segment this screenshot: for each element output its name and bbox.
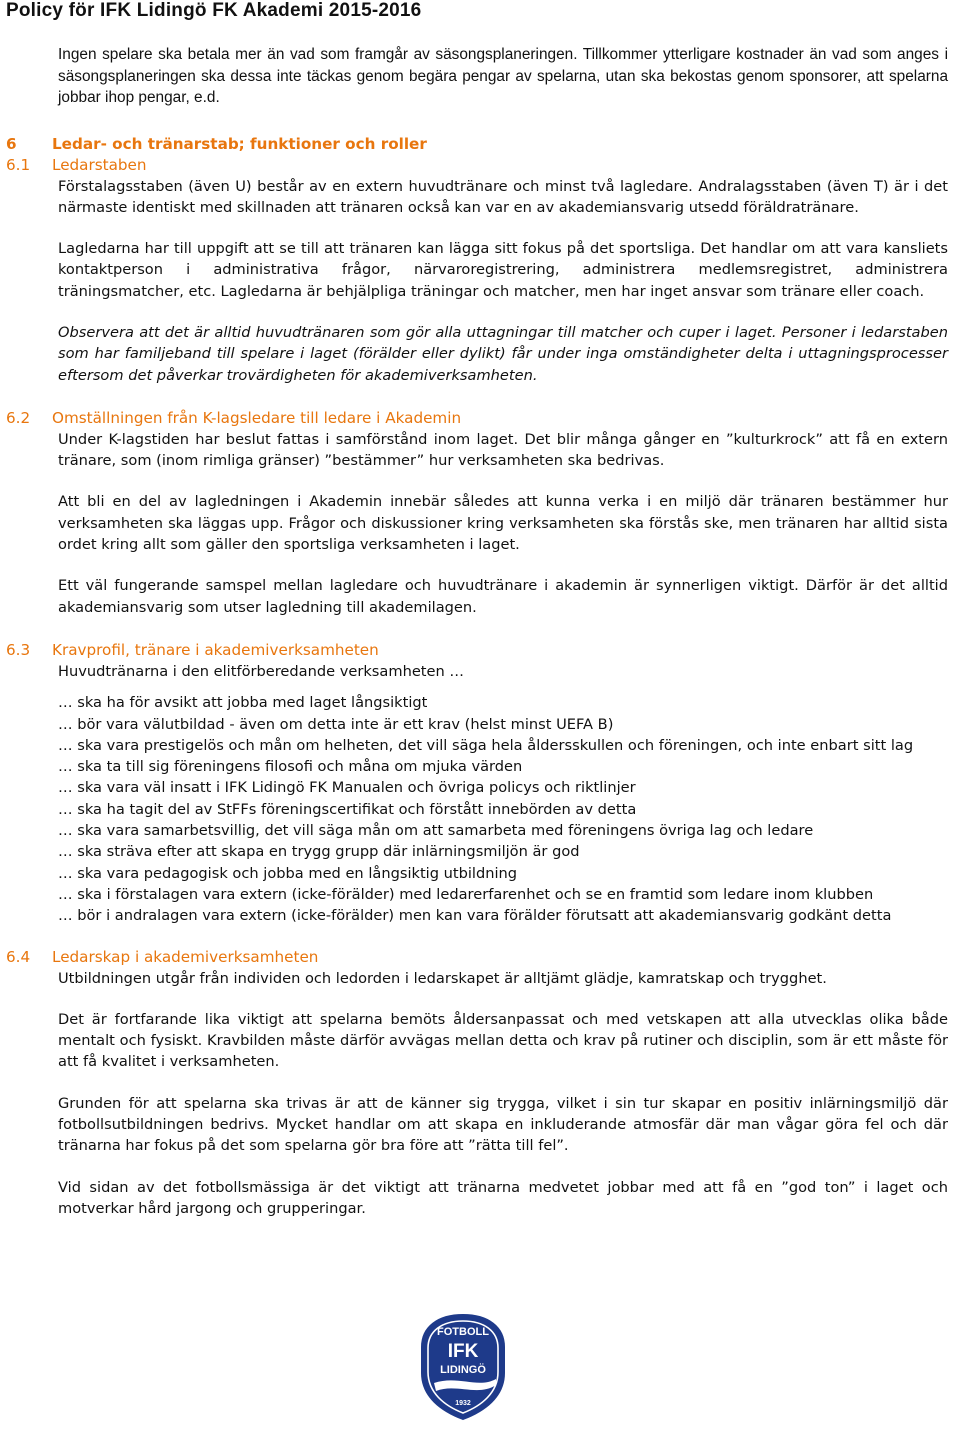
subsection-6-4-body (58, 968, 948, 1220)
subsection-6-4-heading (0, 947, 960, 968)
document-body (0, 44, 960, 1219)
paragraph: Vid sidan av det fotbollsmässiga är det viktigt att tränarna medvetet jobbar med att få en ”god ton” i laget och motverkar hård jargong och grupperingar. (58, 1178, 948, 1217)
list-item: … ska i förstalagen vara extern (icke-förälder) med ledarerfarenhet och se en framtid som ledare inom klubben (58, 885, 874, 903)
criteria-lead: Huvudtränarna i den elitförberedande verksamheten … (58, 662, 464, 680)
paragraph: Lagledarna har till uppgift att se till att tränaren kan lägga sitt fokus på det sportsliga. Det handlar om att vara kansliets kontaktperson i administrativa frågor, närvaroregistrering, administrera medlemsregistret, administrera träningsmatcher, etc. Lagledarna är behjälpliga träningar och matcher, men har inget ansvar som tränare eller coach. (58, 240, 948, 300)
subsection-number: 6.1 (6, 155, 31, 174)
crest-club-text: IFK (447, 1341, 479, 1362)
list-item: … ska vara väl insatt i IFK Lidingö FK Manualen och övriga policys och riktlinjer (58, 779, 636, 797)
list-item: … ska ha tagit del av StFFs föreningscertifikat och förstått innebörden av detta (58, 800, 637, 818)
ifk-lidingo-crest-logo (418, 1313, 508, 1421)
paragraph: Grunden för att spelarna ska trivas är att de känner sig trygga, vilket i sin tur skapar en positiv inlärningsmiljö där fotbollsutbildningen bedrivs. Mycket handlar om att skapa en inkluderande atmosfär där man vågar göra fel och där tränarna har fokus på det som spelarna gör bra före att ”rätta till fel”. (58, 1094, 948, 1155)
paragraph-italic: Observera att det är alltid huvudtränaren som gör alla uttagningar till matcher och cuper i laget. Personer i ledarstaben som har familjeband till spelare i laget (förälder eller dylikt) får under inga omständigheter delta i uttagningsprocesser eftersom det påverkar trovärdigheten för akademiverksamheten. (58, 323, 948, 384)
subsection-title: Omställningen från K-lagsledare till ledare i Akademin (52, 408, 462, 427)
paragraph: Under K-lagstiden har beslut fattas i samförstånd inom laget. Det blir många gånger en ”kulturkrock” att få en extern tränare, som (inom rimliga gränser) ”bestämmer” hur verksamheten ska bedrivas. (58, 430, 948, 470)
list-item: … ska ha för avsikt att jobba med laget långsiktigt (58, 694, 428, 712)
subsection-title: Ledarskap i akademiverksamheten (52, 947, 319, 966)
paragraph: Utbildningen utgår från individen och ledorden i ledarskapet är alltjämt glädje, kamratskap och trygghet. (58, 969, 827, 987)
subsection-number: 6.3 (6, 640, 31, 659)
list-item: … bör i andralagen vara extern (icke-förälder) men kan vara förälder förutsatt att akademiansvarig godkänt detta (58, 907, 892, 925)
subsection-number: 6.2 (6, 408, 31, 427)
page-title: Policy för IFK Lidingö FK Akademi 2015-2016 (6, 0, 422, 21)
subsection-6-2-body (58, 429, 948, 618)
section-6-heading (0, 134, 960, 155)
crest-top-text: FOTBOLL (437, 1326, 489, 1338)
subsection-6-3-heading (0, 640, 960, 661)
subsection-6-2-heading (0, 408, 960, 429)
section-title: Ledar- och tränarstab; funktioner och roller (52, 134, 427, 153)
crest-city-text: LIDINGÖ (440, 1364, 486, 1376)
section-number: 6 (6, 134, 17, 153)
list-item: … ska vara pedagogisk och jobba med en långsiktig utbildning (58, 864, 518, 882)
list-item: … bör vara välutbildad - även om detta inte är ett krav (helst minst UEFA B) (58, 715, 614, 733)
subsection-6-1-heading (0, 155, 960, 176)
intro-paragraph: Ingen spelare ska betala mer än vad som framgår av säsongsplaneringen. Tillkommer ytterligare kostnader än vad som anges i säsongsplaneringen ska dessa inte täckas genom begära pengar av spelarna, utan ska bekostas genom sponsorer, att spelarna jobbar ihop pengar, e.d. (58, 46, 948, 106)
list-item: … ska sträva efter att skapa en trygg grupp där inlärningsmiljön är god (58, 843, 580, 861)
subsection-6-1-body (58, 176, 948, 386)
paragraph: Att bli en del av lagledningen i Akademin innebär således att kunna verka i en miljö där tränaren bestämmer hur verksamheten ska läggas upp. Frågor och diskussioner kring verksamheten ska förstås ske, men tränaren har alltid sista ordet kring allt som gäller den sportsliga verksamheten i laget. (58, 493, 948, 554)
criteria-list (58, 692, 948, 926)
subsection-title: Ledarstaben (52, 155, 147, 174)
subsection-6-3-body (58, 661, 948, 927)
subsection-number: 6.4 (6, 947, 31, 966)
list-item: … ska vara prestigelös och mån om helheten, det vill säga hela åldersskullen och föreningen, och inte enbart sitt lag (58, 736, 914, 754)
subsection-title: Kravprofil, tränare i akademiverksamheten (52, 640, 379, 659)
paragraph: Förstalagsstaben (även U) består av en extern huvudtränare och minst två lagledare. Andralagsstaben (även T) är i det närmaste identiskt med skillnaden att tränaren också kan var en av akademiansvarig utsedd föräldratränare. (58, 177, 948, 216)
paragraph: Det är fortfarande lika viktigt att spelarna bemöts åldersanpassat och med vetskapen att alla utvecklas olika både mentalt och fysiskt. Kravbilden måste därför avvägas mellan detta och krav på rutiner och disciplin, som är ett måste för att få kvalitet i verksamheten. (58, 1010, 948, 1071)
list-item: … ska vara samarbetsvillig, det vill säga mån om att samarbeta med föreningens övriga lag och ledare (58, 822, 814, 840)
list-item: … ska ta till sig föreningens filosofi och måna om mjuka värden (58, 758, 523, 776)
crest-year-text: 1932 (455, 1400, 471, 1407)
paragraph: Ett väl fungerande samspel mellan lagledare och huvudtränare i akademin är synnerligen viktigt. Därför är det alltid akademiansvarig som utser lagledning till akademilagen. (58, 577, 948, 616)
